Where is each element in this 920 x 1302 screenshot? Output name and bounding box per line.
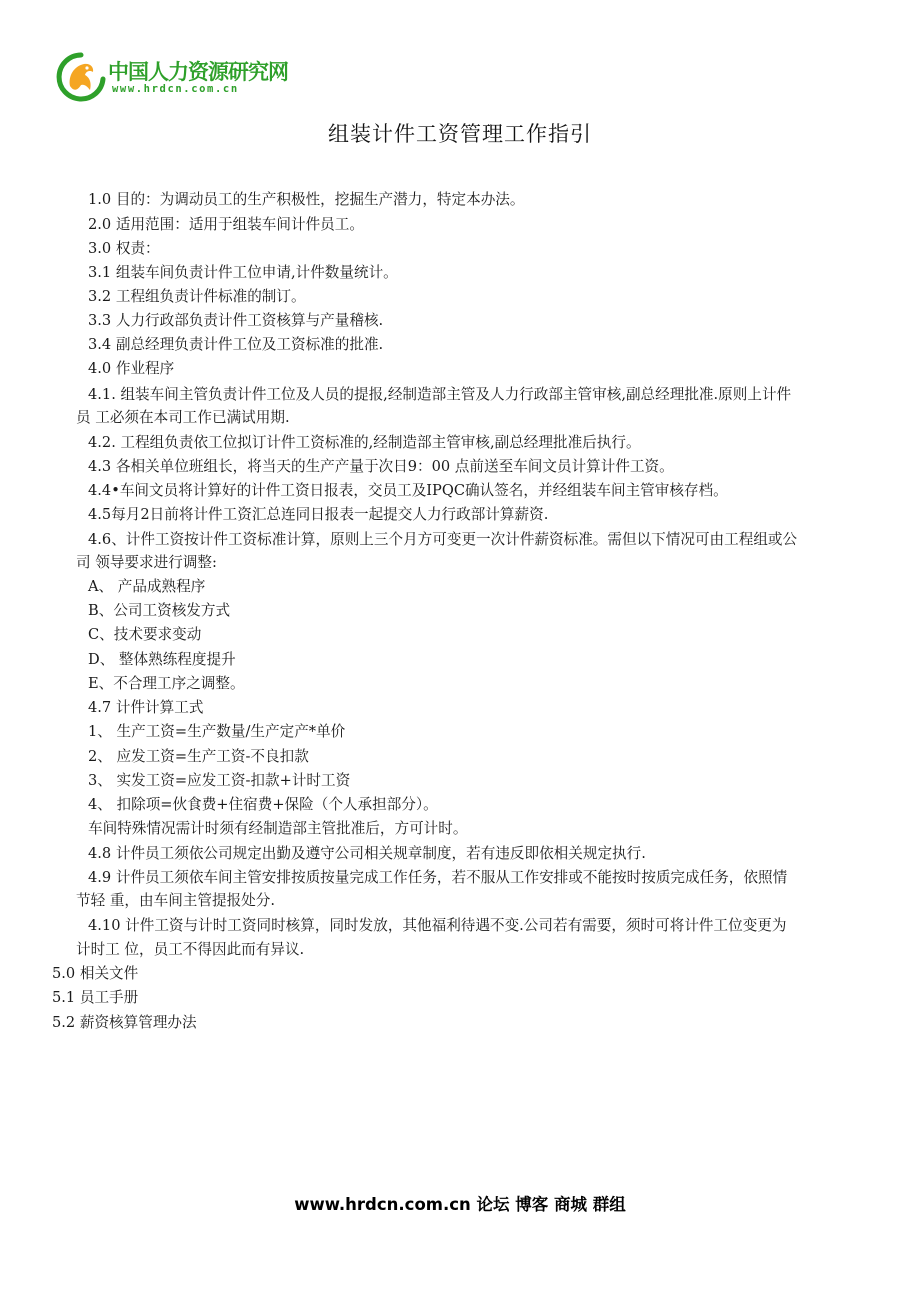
section-4-6: 4.6、计件工资按计件工资标准计算，原则上三个月方可变更一次计件薪资标准。需但以下情况可由工程组或公 bbox=[88, 531, 798, 548]
adjust-item-a: A、 产品成熟程序 bbox=[88, 578, 206, 595]
adjust-item-e: E、不合理工序之调整。 bbox=[88, 675, 245, 692]
section-3-1: 3.1 组装车间负责计件工位申请,计件数量统计。 bbox=[88, 264, 398, 281]
site-logo[interactable] bbox=[56, 50, 301, 110]
logo-title: 中国人力资源研究网 bbox=[108, 60, 288, 84]
section-4-1: 4.1. 组装车间主管负责计件工位及人员的提报,经制造部主管及人力行政部主管审核,副总经理批准.原则上计件 bbox=[88, 386, 792, 403]
formula-3: 3、 实发工资=应发工资-扣款+计时工资 bbox=[88, 772, 351, 789]
footer-links[interactable]: www.hrdcn.com.cn 论坛 博客 商城 群组 bbox=[294, 1195, 626, 1214]
section-3-4: 3.4 副总经理负责计件工位及工资标准的批准. bbox=[88, 336, 384, 353]
section-2-0-scope: 2.0 适用范围：适用于组装车间计件员工。 bbox=[88, 216, 364, 233]
section-4-9: 4.9 计件员工须依车间主管安排按质按量完成工作任务，若不服从工作安排或不能按时按质完成任务，依照情 bbox=[88, 869, 788, 886]
section-3-0-heading: 3.0 权责： bbox=[88, 240, 160, 257]
adjust-item-d: D、 整体熟练程度提升 bbox=[88, 651, 236, 668]
formula-2: 2、 应发工资=生产工资-不良扣款 bbox=[88, 748, 309, 765]
section-4-0-heading: 4.0 作业程序 bbox=[88, 360, 175, 377]
section-4-6-cont: 司 领导要求进行调整: bbox=[76, 554, 217, 571]
logo-url: www.hrdcn.com.cn bbox=[112, 83, 239, 95]
section-4-7-heading: 4.7 计件计算工式 bbox=[88, 699, 204, 716]
section-4-4: 4.4•车间文员将计算好的计件工资日报表，交员工及IPQC确认签名，并经组装车间主管审核存档。 bbox=[88, 482, 728, 499]
horse-logo-icon bbox=[56, 52, 106, 102]
document-title: 组装计件工资管理工作指引 bbox=[328, 122, 592, 146]
section-4-2: 4.2. 工程组负责依工位拟订计件工资标准的,经制造部主管审核,副总经理批准后执行。 bbox=[88, 434, 641, 451]
section-4-10: 4.10 计件工资与计时工资同时核算，同时发放，其他福利待遇不变.公司若有需要，须时可将计件工位变更为 bbox=[88, 917, 787, 934]
adjust-item-b: B、公司工资核发方式 bbox=[88, 602, 231, 619]
section-4-9-cont: 节轻 重，由车间主管提报处分. bbox=[76, 892, 275, 909]
section-5-1: 5.1 员工手册 bbox=[52, 989, 139, 1006]
special-hourly-note: 车间特殊情况需计时须有经制造部主管批准后，方可计时。 bbox=[88, 820, 468, 837]
section-5-0-heading: 5.0 相关文件 bbox=[52, 965, 139, 982]
adjust-item-c: C、技术要求变动 bbox=[88, 626, 202, 643]
section-4-5: 4.5每月2日前将计件工资汇总连同日报表一起提交人力行政部计算薪资. bbox=[88, 506, 549, 523]
section-4-10-cont: 计时工 位，员工不得因此而有异议. bbox=[76, 941, 305, 958]
section-4-8: 4.8 计件员工须依公司规定出勤及遵守公司相关规章制度，若有违反即依相关规定执行. bbox=[88, 845, 646, 862]
section-3-2: 3.2 工程组负责计件标准的制订。 bbox=[88, 288, 306, 305]
formula-4: 4、 扣除项=伙食费+住宿费+保险（个人承担部分）。 bbox=[88, 796, 438, 813]
formula-1: 1、 生产工资=生产数量/生产定产*单价 bbox=[88, 723, 346, 740]
section-4-1-cont: 员 工必须在本司工作已满试用期. bbox=[76, 409, 290, 426]
section-3-3: 3.3 人力行政部负责计件工资核算与产量稽核. bbox=[88, 312, 384, 329]
section-5-2: 5.2 薪资核算管理办法 bbox=[52, 1014, 197, 1031]
section-4-3: 4.3 各相关单位班组长，将当天的生产产量于次日9：00 点前送至车间文员计算计件工资。 bbox=[88, 458, 674, 475]
section-1-0-purpose: 1.0 目的：为调动员工的生产积极性，挖掘生产潜力，特定本办法。 bbox=[88, 191, 525, 208]
